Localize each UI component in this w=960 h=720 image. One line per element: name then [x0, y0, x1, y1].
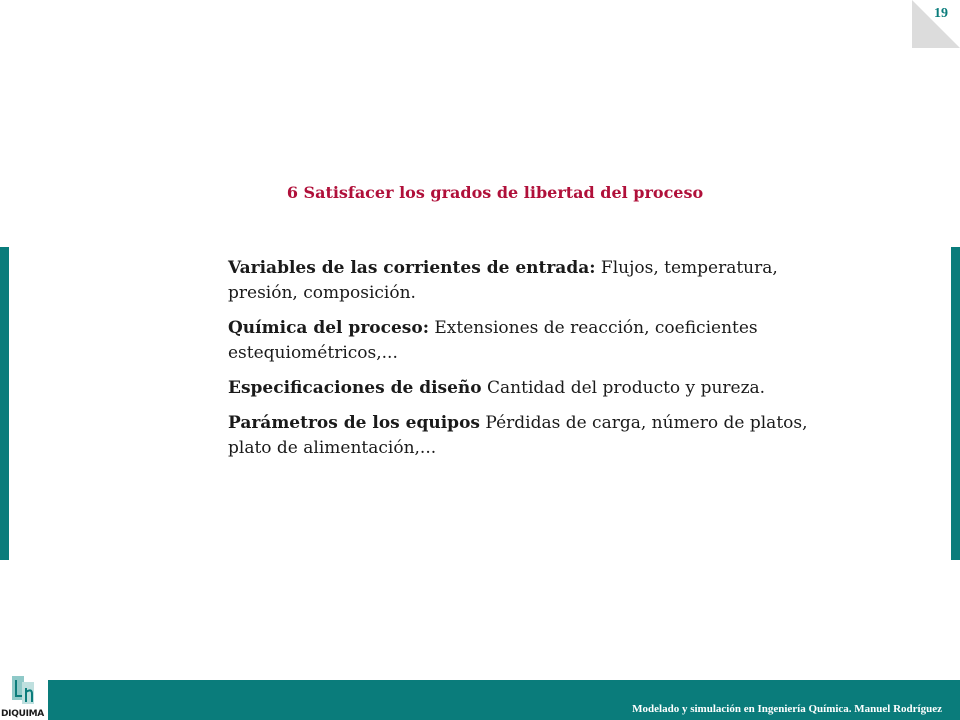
item-text: Pérdidas de carga, número de platos, plato de alimentación,...: [228, 413, 808, 458]
logo-mark-icon: [10, 674, 38, 706]
item-text: Extensiones de reacción, coeficientes estequiométricos,...: [228, 318, 758, 363]
left-accent-bar: [0, 247, 9, 560]
footer-text: Modelado y simulación en Ingeniería Química. Manuel Rodríguez: [632, 703, 942, 715]
list-item: [228, 411, 828, 461]
list-item: [228, 376, 828, 401]
list-item: [228, 256, 828, 306]
item-label: Parámetros de los equipos: [228, 413, 480, 433]
item-text: Flujos, temperatura, presión, composición.: [228, 258, 778, 303]
item-label: Variables de las corrientes de entrada:: [228, 258, 596, 278]
slide-title: 6 Satisfacer los grados de libertad del proceso: [286, 183, 704, 202]
item-label: Especificaciones de diseño: [228, 378, 482, 398]
footer-bar: [48, 680, 960, 720]
right-accent-bar: [951, 247, 960, 560]
item-label: Química del proceso:: [228, 318, 429, 338]
logo-text: DIQUIMA: [1, 709, 44, 719]
list-item: [228, 316, 828, 366]
diquima-logo: [0, 674, 48, 720]
item-text: Cantidad del producto y pureza.: [481, 378, 766, 398]
content-list: [228, 256, 828, 471]
page-number: 19: [934, 6, 948, 21]
